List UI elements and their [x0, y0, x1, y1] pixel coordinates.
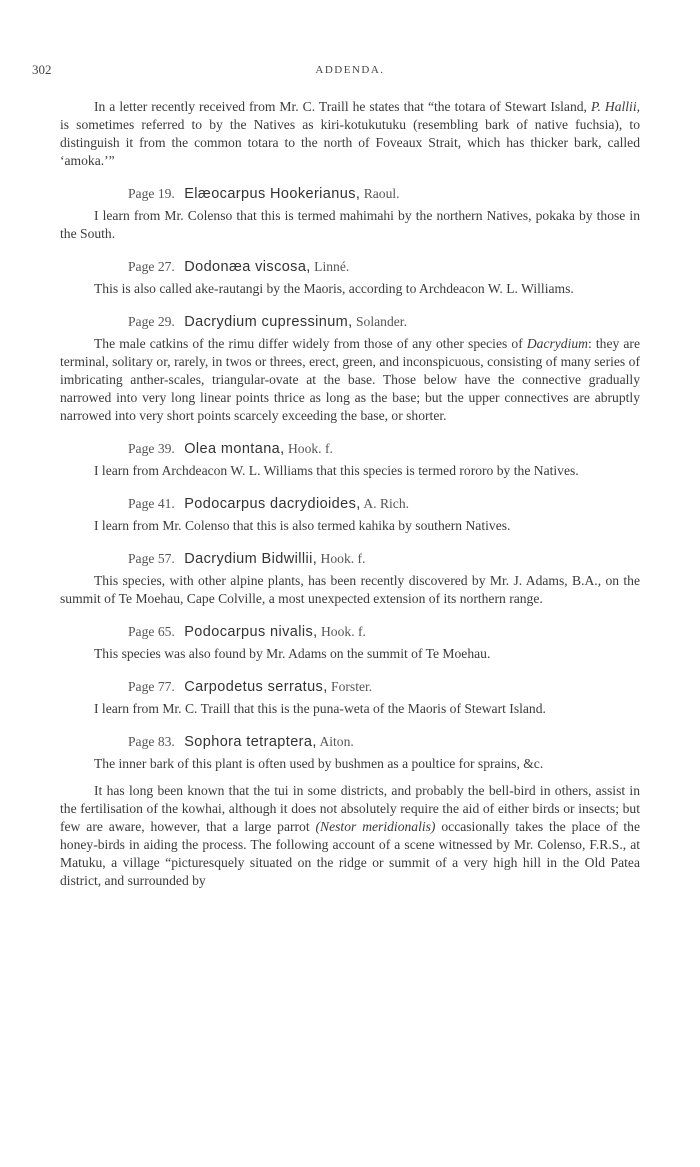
intro-paragraph — [60, 98, 640, 170]
text-run: I learn from Mr. C. Traill that this is the puna-weta of the Maoris of Stewart Island. — [94, 701, 546, 716]
species-name: Carpodetus serratus, — [184, 679, 328, 695]
species-name: Dodonæa viscosa, — [184, 259, 311, 275]
entry-heading — [128, 257, 640, 277]
addenda-entry — [60, 439, 640, 480]
species-authority: A. Rich. — [363, 496, 410, 511]
species-name: Elæocarpus Hookerianus, — [184, 186, 361, 202]
page-reference: Page 77. — [128, 679, 175, 694]
species-authority: Linné. — [314, 259, 350, 274]
running-head: ADDENDA. — [315, 64, 385, 76]
species-authority: Hook. f. — [320, 624, 366, 639]
text-run: The male catkins of the rimu differ widely from those of any other species of — [94, 336, 527, 351]
species-name: Olea montana, — [184, 441, 285, 457]
italic-text: Dacrydium — [526, 336, 588, 351]
species-authority: Solander. — [356, 314, 407, 329]
italic-text: P. Hallii — [590, 99, 637, 114]
entry-heading — [128, 549, 640, 569]
page-number: 302 — [32, 62, 52, 77]
species-name: Dacrydium cupressinum, — [184, 314, 353, 330]
entry-heading — [128, 622, 640, 642]
entry-paragraph — [60, 280, 640, 298]
species-name: Sophora tetraptera, — [184, 734, 317, 750]
entry-paragraph — [60, 782, 640, 890]
entry-paragraph — [60, 755, 640, 773]
entry-heading — [128, 494, 640, 514]
italic-text: (Nestor meridionalis) — [315, 819, 436, 834]
page-reference: Page 41. — [128, 496, 175, 511]
text-run: In a letter recently received from Mr. C. Traill he states that “the totara of Stewart Island, — [94, 99, 591, 114]
text-run: I learn from Archdeacon W. L. Williams that this species is termed rororo by the Natives. — [94, 463, 579, 478]
text-run: , is sometimes referred to by the Natives as kiri-kotukutuku (resembling bark of native fuchsia), to distinguish it from the common totara to the north of Foveaux Strait, which has thicker bark, called ‘amoka.’” — [60, 99, 640, 168]
text-run: This species was also found by Mr. Adams on the summit of Te Moehau. — [94, 646, 491, 661]
addenda-entry — [60, 732, 640, 890]
text-run: I learn from Mr. Colenso that this is termed mahimahi by the northern Natives, pokaka by those in the South. — [60, 208, 640, 241]
addenda-entry — [60, 549, 640, 608]
addenda-entry — [60, 312, 640, 425]
page-reference: Page 39. — [128, 441, 175, 456]
species-authority: Hook. f. — [287, 441, 333, 456]
addenda-entry — [60, 257, 640, 298]
page-reference: Page 57. — [128, 551, 175, 566]
entry-paragraph — [60, 572, 640, 608]
addenda-entry — [60, 494, 640, 535]
page-header — [32, 62, 640, 86]
text-run: This is also called ake-rautangi by the Maoris, according to Archdeacon W. L. Williams. — [94, 281, 574, 296]
entry-heading — [128, 312, 640, 332]
page-reference: Page 65. — [128, 624, 175, 639]
entry-paragraph — [60, 335, 640, 425]
addenda-entry — [60, 677, 640, 718]
page-reference: Page 83. — [128, 734, 175, 749]
species-name: Dacrydium Bidwillii, — [184, 551, 318, 567]
addenda-entries — [60, 184, 640, 890]
page-reference: Page 27. — [128, 259, 175, 274]
species-authority: Forster. — [331, 679, 373, 694]
entry-paragraph — [60, 462, 640, 480]
entry-paragraph — [60, 517, 640, 535]
document-page — [32, 62, 640, 890]
text-run: The inner bark of this plant is often used by bushmen as a poultice for sprains, &c. — [94, 756, 544, 771]
text-run: I learn from Mr. Colenso that this is also termed kahika by southern Natives. — [94, 518, 511, 533]
text-run: occasionally takes the place of the honey-birds in aiding the process. The following account of a scene witnessed by Mr. Colenso, F.R.S., at Matuku, a village “picturesquely situated on the ridge or summit of a very high hill in the Old Patea district, and surrounded by — [60, 819, 640, 888]
text-run: This species, with other alpine plants, has been recently discovered by Mr. J. Adams, B.A., on the summit of Te Moehau, Cape Colville, a most unexpected extension of its northern range. — [60, 573, 640, 606]
entry-heading — [128, 732, 640, 752]
entry-paragraph — [60, 645, 640, 663]
entry-heading — [128, 184, 640, 204]
entry-paragraph — [60, 207, 640, 243]
species-authority: Hook. f. — [320, 551, 366, 566]
species-name: Podocarpus nivalis, — [184, 624, 318, 640]
species-authority: Raoul. — [363, 186, 400, 201]
species-name: Podocarpus dacrydioides, — [184, 496, 361, 512]
entry-heading — [128, 439, 640, 459]
species-authority: Aiton. — [319, 734, 354, 749]
addenda-entry — [60, 622, 640, 663]
addenda-entry — [60, 184, 640, 243]
entry-heading — [128, 677, 640, 697]
text-run: : they are terminal, solitary or, rarely, in twos or threes, erect, green, and inconspicuous, consisting of many series of imbricating anther-scales, triangular-ovate at the base. Those below have the connective gradually narrowed into very long linear points thrice as long as the base; but the upper connectives are abruptly narrowed into very short points scarcely exceeding the base, or shorter. — [60, 336, 640, 423]
entry-paragraph — [60, 700, 640, 718]
page-reference: Page 29. — [128, 314, 175, 329]
page-reference: Page 19. — [128, 186, 175, 201]
text-run: It has long been known that the tui in some districts, and probably the bell-bird in others, assist in the fertilisation of the kowhai, although it does not absolutely require the aid of either birds or insects; but few are aware, however, that a large parrot — [60, 783, 640, 834]
